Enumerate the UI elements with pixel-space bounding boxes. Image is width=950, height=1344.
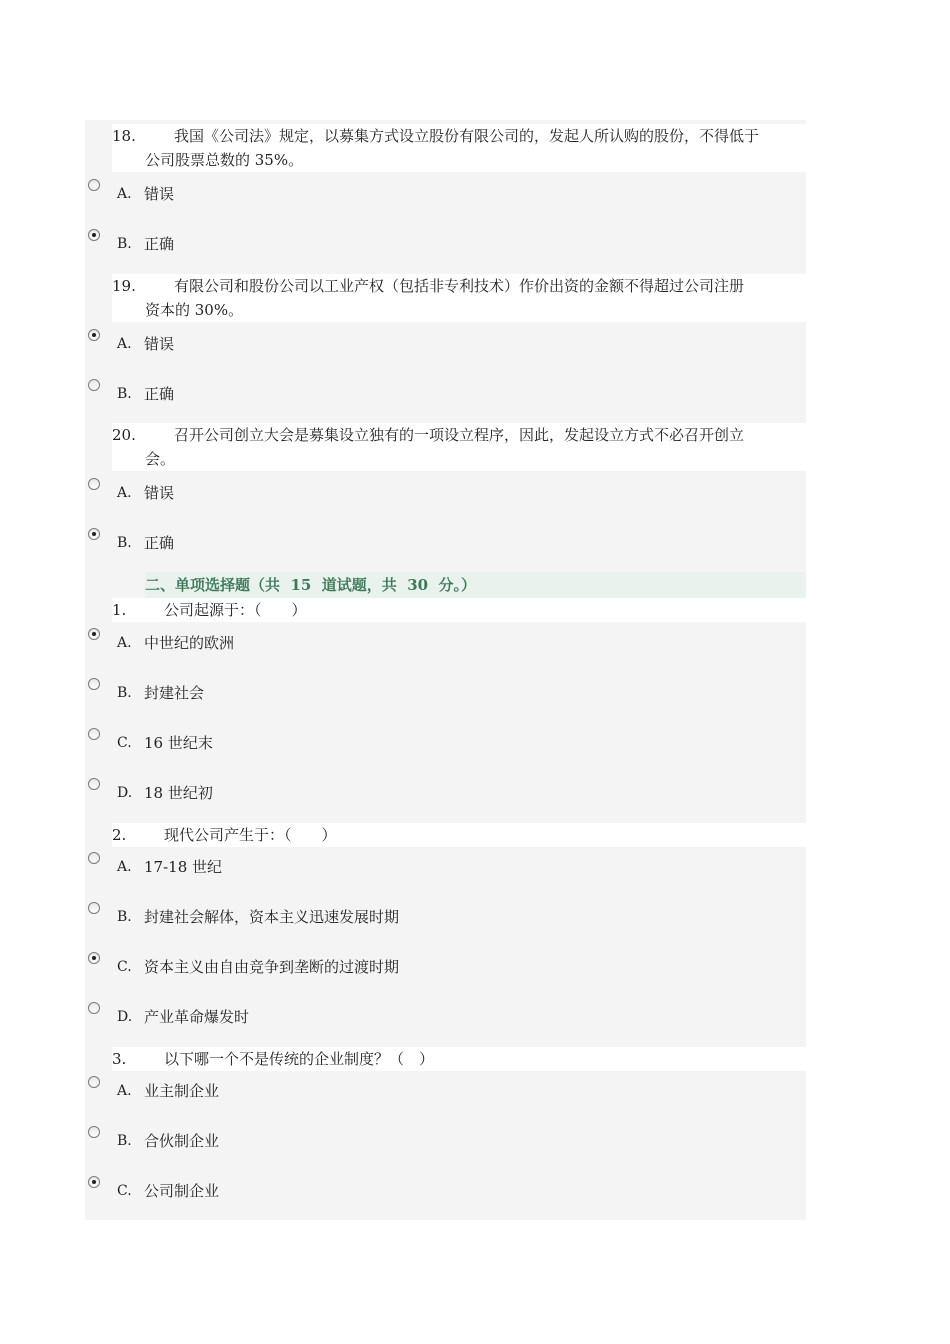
question-19-text [112,274,807,322]
radio-checked-icon[interactable] [88,528,100,540]
question-number: 2. [112,826,127,844]
q1-option-a[interactable] [85,625,806,661]
q2-option-c[interactable] [85,949,806,985]
option-text: 资本主义由自由竞争到垄断的过渡时期 [144,958,400,976]
option-text: 公司制企业 [144,1182,220,1200]
option-letter: C. [117,1183,132,1199]
question-1-text [112,598,807,622]
q19-option-b[interactable] [85,376,806,412]
question-line: 我国《公司法》规定，以募集方式设立股份有限公司的，发起人所认购的股份，不得低于 [174,127,760,145]
option-text: 业主制企业 [144,1082,220,1100]
radio-unchecked-icon[interactable] [88,1002,100,1014]
option-text: 合伙制企业 [144,1132,220,1150]
question-number: 1. [112,601,127,619]
q20-option-b[interactable] [85,525,806,561]
question-line: 以下哪一个不是传统的企业制度？（ ） [164,1050,435,1068]
radio-checked-icon[interactable] [88,229,100,241]
q3-option-a[interactable] [85,1073,806,1109]
option-text: 正确 [144,385,175,403]
q18-option-b[interactable] [85,226,806,262]
radio-unchecked-icon[interactable] [88,852,100,864]
question-line: 有限公司和股份公司以工业产权（包括非专利技术）作价出资的金额不得超过公司注册 [174,277,745,295]
option-letter: A. [117,485,132,501]
option-text: 16 世纪末 [144,734,213,752]
q1-option-b[interactable] [85,675,806,711]
option-letter: B. [117,1133,132,1149]
question-number: 18. [112,127,136,145]
radio-checked-icon[interactable] [88,1176,100,1188]
radio-unchecked-icon[interactable] [88,902,100,914]
question-20-text [112,423,807,471]
option-text: 正确 [144,235,175,253]
q1-option-c[interactable] [85,725,806,761]
radio-checked-icon[interactable] [88,952,100,964]
radio-unchecked-icon[interactable] [88,1126,100,1138]
option-letter: D. [117,785,133,801]
option-letter: B. [117,685,132,701]
question-3-text [112,1047,807,1071]
option-letter: A. [117,336,132,352]
option-text: 封建社会 [144,684,205,702]
q3-option-c[interactable] [85,1173,806,1209]
radio-unchecked-icon[interactable] [88,1076,100,1088]
q2-option-d[interactable] [85,999,806,1035]
option-letter: C. [117,959,132,975]
question-line: 召开公司创立大会是募集设立独有的一项设立程序，因此，发起设立方式不必召开创立 [174,426,745,444]
option-text: 中世纪的欧洲 [144,634,235,652]
question-18-text [112,124,807,172]
radio-unchecked-icon[interactable] [88,678,100,690]
option-text: 产业革命爆发时 [144,1008,250,1026]
radio-unchecked-icon[interactable] [88,478,100,490]
q1-option-d[interactable] [85,775,806,811]
q3-option-b[interactable] [85,1123,806,1159]
q2-option-b[interactable] [85,899,806,935]
q19-option-a[interactable] [85,326,806,362]
question-number: 3. [112,1050,127,1068]
question-2-text [112,823,807,847]
radio-unchecked-icon[interactable] [88,728,100,740]
option-letter: B. [117,236,132,252]
option-letter: B. [117,535,132,551]
radio-checked-icon[interactable] [88,329,100,341]
option-text: 封建社会解体，资本主义迅速发展时期 [144,908,400,926]
option-letter: A. [117,1083,132,1099]
option-text: 正确 [144,534,175,552]
question-line: 资本的 30%。 [145,301,244,319]
question-line: 公司起源于：（ ） [164,601,307,619]
option-text: 18 世纪初 [144,784,213,802]
q20-option-a[interactable] [85,475,806,511]
option-letter: A. [117,186,132,202]
option-text: 错误 [144,484,175,502]
option-text: 17-18 世纪 [144,858,223,876]
option-letter: C. [117,735,132,751]
option-letter: A. [117,859,132,875]
option-text: 错误 [144,335,175,353]
radio-unchecked-icon[interactable] [88,179,100,191]
option-letter: A. [117,635,132,651]
option-letter: B. [117,386,132,402]
question-line: 会。 [145,450,176,468]
section-title: 二、单项选择题（共 15 道试题，共 30 分。） [145,572,806,598]
radio-unchecked-icon[interactable] [88,778,100,790]
q18-option-a[interactable] [85,176,806,212]
question-number: 20. [112,426,136,444]
radio-checked-icon[interactable] [88,628,100,640]
q2-option-a[interactable] [85,849,806,885]
question-line: 现代公司产生于：（ ） [164,826,337,844]
option-text: 错误 [144,185,175,203]
question-line: 公司股票总数的 35%。 [145,151,304,169]
question-number: 19. [112,277,136,295]
radio-unchecked-icon[interactable] [88,379,100,391]
option-letter: B. [117,909,132,925]
option-letter: D. [117,1009,133,1025]
